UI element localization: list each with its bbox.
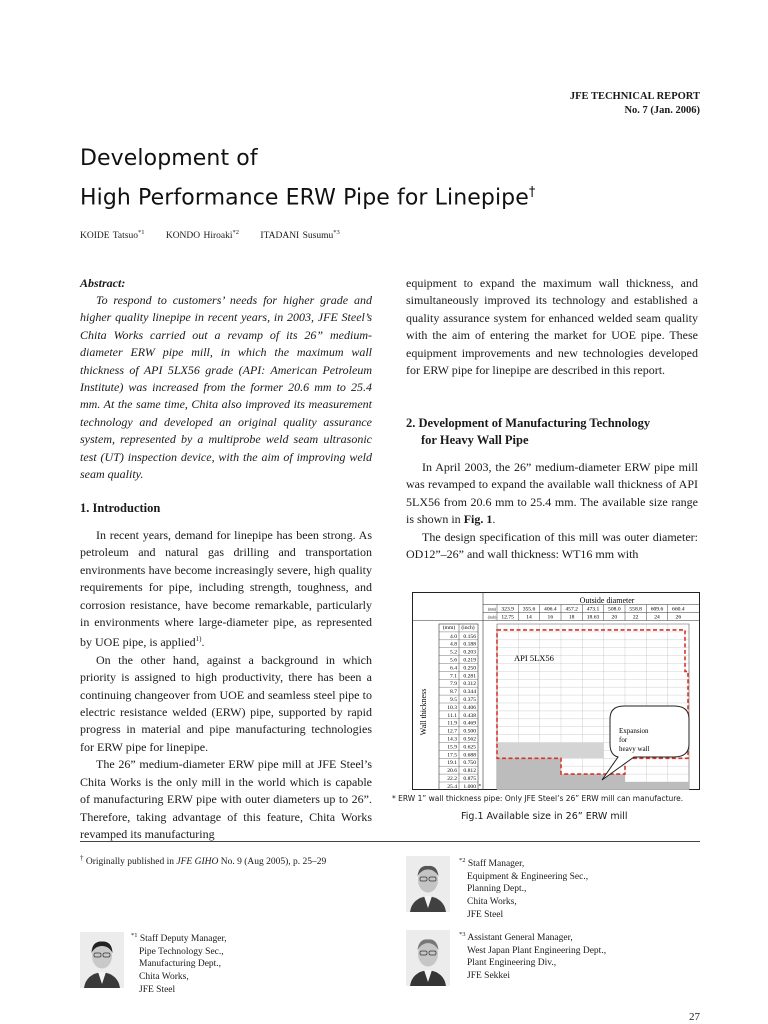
- od-inch-value: 16: [547, 614, 554, 621]
- wall-thickness-axis-label: Wall thickness: [419, 688, 428, 736]
- bio-photo-kondo: [406, 856, 450, 917]
- wt-mm-value: 11.9: [447, 720, 457, 727]
- wt-mm-value: 15.9: [447, 744, 457, 751]
- paragraph: The design specification of this mill was outer diameter: OD12”–26” and wall thickness: WT16 mm with: [406, 529, 698, 562]
- wt-mm-value: 11.1: [447, 712, 457, 719]
- od-inch-value: 18.63: [586, 614, 600, 621]
- figure-reference: Fig. 1: [463, 512, 493, 527]
- od-inch-value: 24: [654, 614, 660, 621]
- od-mm-value: 323.9: [501, 606, 514, 613]
- right-intro-text: equipment to expand the maximum wall thickness, and simultaneously improved its technology and established a quality assurance system for enhanced welded seam quality with the aim of entering the market for UOE pipe. These equipment improvements and new technologies developed for ERW pipe for linepipe are described in this report.: [406, 276, 698, 378]
- figure-caption: Fig.1 Available size in 26” ERW mill: [461, 811, 628, 822]
- section-2-heading: 2. Development of Manufacturing Technology for Heavy Wall Pipe: [406, 416, 651, 447]
- paragraph: The 26” medium-diameter ERW pipe mill at JFE Steel’s Chita Works is the only mill in the world which is capable of manufacturing ERW pipe with outer diameters up to 26”. Therefore, taking advantage of this feature, Chita Works revamped its manufacturing: [80, 757, 372, 841]
- abstract-text: To respond to customers’ needs for higher grade and higher quality linepipe in recent years, in 2003, JFE Steel’s Chita Works carried out a revamp of its 26” medium-diameter ERW pipe mill, in which the maximum wall thickness of API 5LX56 grade (API: American Petroleum Institute) was increased from the former 20.6 mm to 25.4 mm. At the same time, Chita also improved its measurement technology and developed an original quality assurance system, represented by a multiprobe weld seam ultrasonic test (UT) inspection device, with the aim of improving weld seam quality.: [80, 293, 372, 482]
- wt-inch-value: 0.469: [463, 720, 476, 727]
- bubble-line: heavy wall: [619, 745, 650, 753]
- wt-inch-value: 0.344: [463, 689, 476, 696]
- od-mm-value: 473.1: [586, 606, 600, 613]
- wt-mm-value: 10.3: [447, 704, 457, 711]
- od-mm-value: 609.6: [650, 606, 664, 613]
- wt-inch-value: 1.000: [463, 783, 476, 790]
- wt-mm-value: 4.0: [450, 633, 457, 640]
- title-footnote-mark: †: [528, 185, 536, 200]
- wt-mm-value: 12.7: [447, 728, 457, 735]
- bubble-line: Expansion: [619, 727, 649, 735]
- bio-itadani: $^{*3}$ Assistant General Manager, West Japan Plant Engineering Dept., Plant Engineering Div., JFE Sekkei: [459, 931, 607, 981]
- journal-header: [570, 90, 700, 118]
- paragraph: In recent years, demand for linepipe has been strong. As petroleum and natural gas drilling and transportation environments have become increasingly severe, high quality requirements for pipe, including strength, toughness, and corrosion resistance, have become remarkable, particularly in environments where large-diameter pipe, as represented by UOE pipe, is applied$^{1)}$.: [80, 528, 372, 650]
- wt-mm-value: 6.4: [450, 665, 457, 672]
- od-mm-value: 457.2: [565, 606, 578, 613]
- od-inch-value: 20: [611, 614, 618, 621]
- od-mm-value: 558.8: [629, 606, 642, 613]
- wt-mm-value: 17.5: [447, 752, 457, 759]
- figure-available-size: [412, 592, 700, 790]
- journal-name: JFE TECHNICAL REPORT: [569, 91, 700, 102]
- page-number: 27: [689, 1011, 700, 1023]
- wt-mm-value: 22.2: [447, 776, 457, 782]
- title-line-2: High Performance ERW Pipe for Linepipe: [80, 185, 529, 211]
- wt-inch-value: 0.312: [463, 681, 476, 688]
- paper-title: [80, 142, 535, 215]
- author: ITADANI Susumu$^{*3}$: [260, 229, 340, 242]
- secondary-shaded-area: [497, 743, 604, 759]
- bubble-line: for: [619, 736, 628, 744]
- od-inch-value: 14: [526, 614, 532, 621]
- od-inch-value: 22: [632, 614, 639, 621]
- title-line-1: Development of: [80, 146, 258, 171]
- wt-inch-value: 0.375: [463, 697, 476, 703]
- paragraph: In April 2003, the 26” medium-diameter ERW pipe mill was revamped to expand the available wall thickness of API 5LX56 from 20.6 mm to 25.4 mm. The available size range is shown in Fig. 1.: [406, 460, 698, 527]
- portrait-photo: [80, 932, 124, 988]
- od-mm-unit: (mm): [488, 607, 496, 612]
- wt-inch-value: 0.203: [463, 649, 476, 656]
- section-1-body: [80, 527, 372, 843]
- bio-koide: $^{*1}$ Staff Deputy Manager, Pipe Technology Sec., Manufacturing Dept., Chita Works, JFE Steel: [131, 932, 227, 995]
- wt-mm-value: 25.4: [447, 783, 457, 790]
- footnote: † Originally published in JFE GIHO No. 9 (Aug 2005), p. 25–29: [80, 854, 327, 868]
- wt-mm-value: 8.7: [450, 689, 457, 696]
- wt-last-mark: *: [478, 783, 482, 790]
- od-mm-value: 660.4: [672, 606, 685, 613]
- portrait-photo: [406, 930, 450, 986]
- wt-inch-unit: (inch): [461, 625, 475, 631]
- wt-mm-value: 7.9: [450, 681, 457, 688]
- footnote-divider: [80, 841, 700, 842]
- section-1-heading: 1. Introduction: [80, 501, 161, 515]
- wt-inch-value: 0.688: [463, 752, 476, 759]
- wt-inch-value: 0.812: [463, 768, 476, 775]
- paragraph: On the other hand, against a background in which priority is assigned to high productivity, there has been a continuing changeover from UOE and seamless steel pipe to electric resistance welded (ERW) pipe, supported by rapid progress in material and pipe manufacturing technologies for ERW pipe for linepipe.: [80, 652, 372, 754]
- wt-inch-value: 0.188: [463, 641, 476, 648]
- wt-inch-value: 0.500: [463, 728, 476, 735]
- wt-inch-value: 0.250: [463, 665, 476, 672]
- wt-inch-value: 0.625: [463, 744, 476, 751]
- wt-mm-value: 7.1: [450, 673, 457, 680]
- wt-mm-value: 14.3: [447, 736, 457, 743]
- author-list: [80, 229, 358, 241]
- od-inch-value: 18: [568, 614, 575, 621]
- bio-photo-itadani: [406, 930, 450, 991]
- journal-issue: No. 7 (Jan. 2006): [624, 105, 700, 116]
- wt-inch-value: 0.281: [463, 673, 476, 680]
- region-label-api5lx56: API 5LX56: [514, 653, 554, 663]
- wt-inch-value: 0.438: [463, 712, 476, 719]
- figure-note: * ERW 1” wall thickness pipe: Only JFE Steel’s 26” ERW mill can manufacture.: [392, 794, 684, 803]
- od-inch-value: 26: [675, 614, 682, 621]
- outside-diameter-label: Outside diameter: [579, 596, 635, 605]
- bio-photo-koide: [80, 932, 124, 993]
- wt-mm-value: 5.6: [450, 657, 457, 664]
- wt-mm-value: 4.8: [450, 641, 457, 648]
- portrait-photo: [406, 856, 450, 912]
- author: KOIDE Tatsuo$^{*1}$: [80, 229, 145, 242]
- wt-inch-value: 0.562: [463, 736, 476, 743]
- bio-kondo: $^{*2}$ Staff Manager, Equipment & Engineering Sec., Planning Dept., Chita Works, JFE Steel: [459, 857, 589, 920]
- wt-mm-value: 19.1: [447, 760, 457, 767]
- od-mm-value: 508.0: [608, 606, 621, 613]
- abstract-label: Abstract:: [80, 276, 126, 290]
- od-inch-unit: (inch): [487, 615, 497, 620]
- wt-mm-value: 20.6: [447, 768, 457, 775]
- citation: 1): [195, 635, 202, 644]
- author: KONDO Hiroaki$^{*2}$: [165, 229, 240, 242]
- section-2-body: [406, 459, 698, 563]
- wt-inch-value: 0.406: [463, 704, 476, 711]
- wt-mm-value: 5.2: [450, 649, 457, 656]
- od-mm-value: 355.6: [522, 606, 536, 613]
- wt-mm-unit: (mm): [442, 625, 456, 631]
- wt-inch-value: 0.750: [463, 760, 476, 767]
- od-inch-value: 12.75: [501, 614, 514, 621]
- wt-inch-value: 0.875: [463, 776, 476, 782]
- wt-inch-value: 0.156: [463, 633, 476, 640]
- wt-mm-value: 9.5: [450, 697, 457, 703]
- od-mm-value: 406.4: [544, 606, 557, 613]
- wt-inch-value: 0.219: [463, 657, 476, 664]
